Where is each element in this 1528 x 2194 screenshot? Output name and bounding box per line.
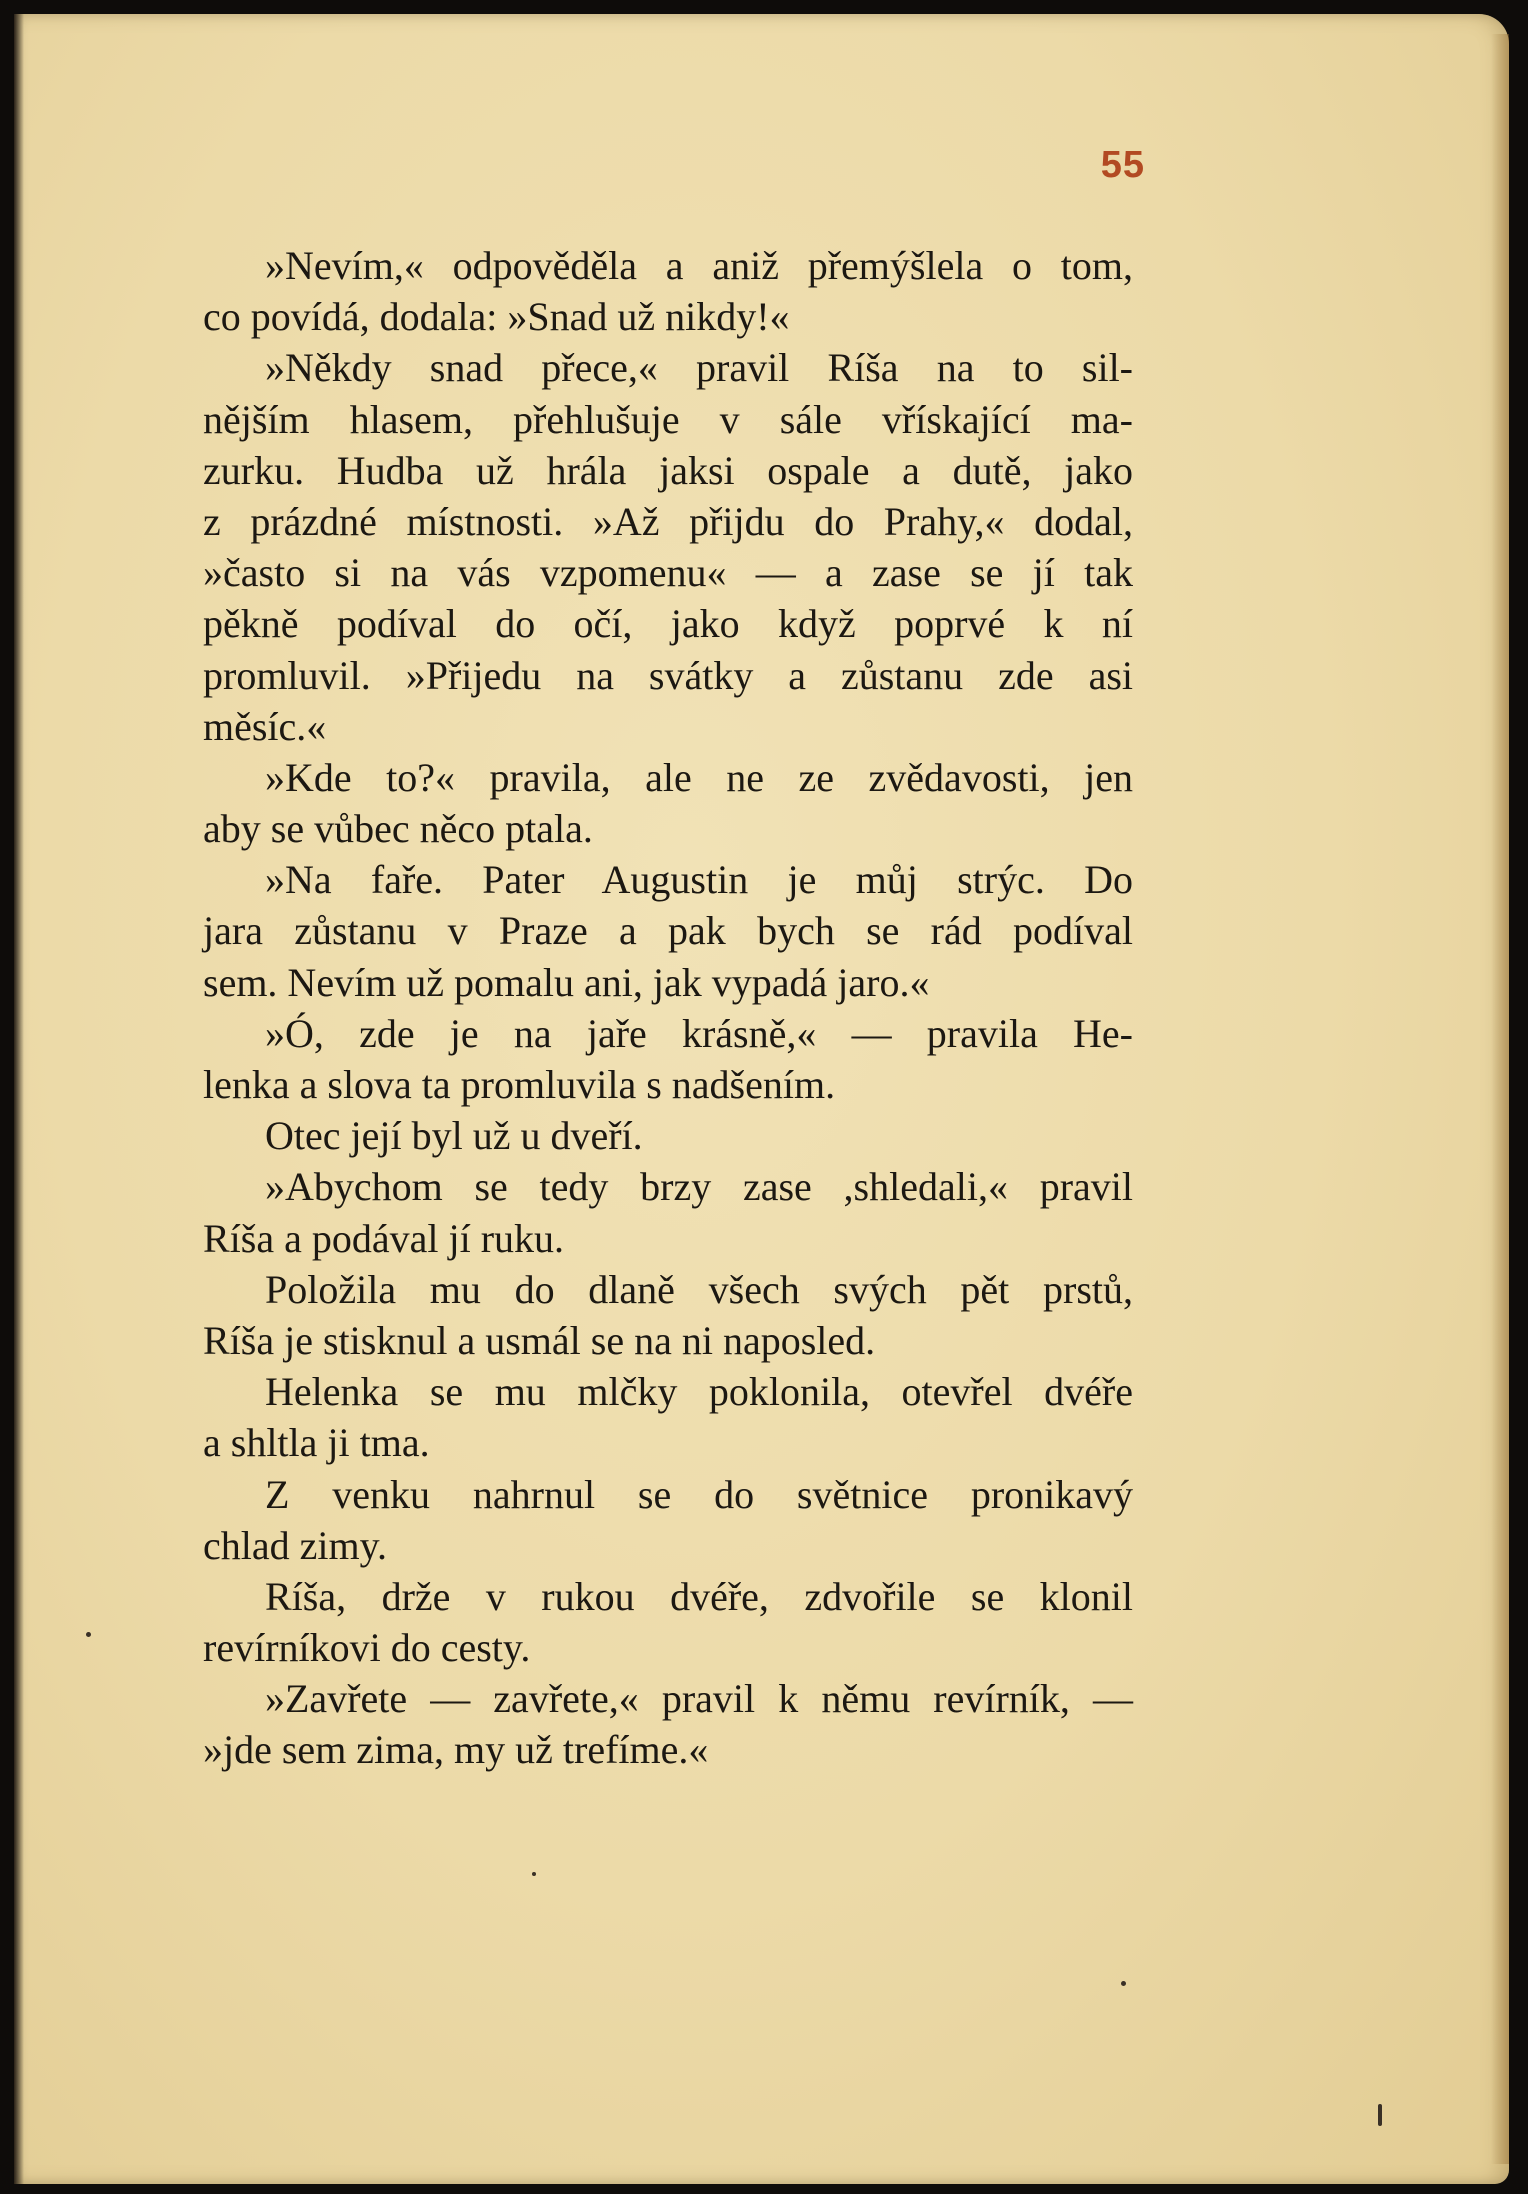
text-line: Ríša, drže v rukou dvéře, zdvořile se klonil <box>265 1573 1133 1619</box>
text-line: Helenka se mu mlčky poklonila, otevřel dvéře <box>265 1369 1133 1415</box>
text-line: co povídá, dodala: »Snad už nikdy!« <box>203 294 790 340</box>
text-line: Otec její byl už u dveří. <box>265 1113 643 1159</box>
text-line: zurku. Hudba už hrála jaksi ospale a dutě, jako <box>203 447 1133 493</box>
text-line: a shltla ji tma. <box>203 1420 430 1466</box>
paper-speck <box>86 1632 91 1637</box>
page-fore-edge <box>1491 34 1509 2164</box>
text-line: Ríša a podával jí ruku. <box>203 1215 565 1261</box>
paper-speck <box>1121 1981 1126 1986</box>
text-line: Ríša je stisknul a usmál se na ni naposled. <box>203 1317 876 1363</box>
text-line: z prázdné místnosti. »Až přijdu do Prahy,« dodal, <box>203 498 1133 544</box>
text-line: Položila mu do dlaně všech svých pět prstů, <box>265 1266 1133 1312</box>
text-line: jara zůstanu v Praze a pak bych se rád podíval <box>203 908 1133 954</box>
paper-speck <box>1378 2104 1382 2126</box>
text-line: »Kde to?« pravila, ale ne ze zvědavosti, jen <box>265 754 1133 800</box>
text-line: »Někdy snad přece,« pravil Ríša na to sil- <box>265 345 1133 391</box>
text-line: sem. Nevím už pomalu ani, jak vypadá jaro.« <box>203 959 930 1005</box>
book-page <box>14 14 1509 2184</box>
text-line: »jde sem zima, my už trefíme.« <box>203 1727 709 1773</box>
body-text <box>203 240 1133 1776</box>
text-line: »Abychom se tedy brzy zase ,shledali,« pravil <box>265 1164 1133 1210</box>
text-line: měsíc.« <box>203 703 327 749</box>
text-line: »Na faře. Pater Augustin je můj strýc. Do <box>265 857 1133 903</box>
page-binding-edge <box>14 14 24 2184</box>
text-line: lenka a slova ta promluvila s nadšením. <box>203 1062 836 1107</box>
text-line: promluvil. »Přijedu na svátky a zůstanu zde asi <box>203 652 1133 698</box>
text-line: pěkně podíval do očí, jako když poprvé k ní <box>203 601 1133 647</box>
paper-speck <box>532 1872 536 1876</box>
text-line: »Zavřete — zavřete,« pravil k němu revírník, — <box>265 1676 1133 1722</box>
text-line: »často si na vás vzpomenu« — a zase se jí tak <box>203 550 1133 596</box>
text-line: nějším hlasem, přehlušuje v sále vřískající ma- <box>203 396 1133 442</box>
text-line: »Ó, zde je na jaře krásně,« — pravila He- <box>265 1010 1133 1056</box>
text-line: aby se vůbec něco ptala. <box>203 806 593 852</box>
text-line: chlad zimy. <box>203 1522 388 1568</box>
page-number: 55 <box>1100 144 1145 186</box>
text-line: Z venku nahrnul se do světnice pronikavý <box>265 1471 1133 1517</box>
text-line: revírníkovi do cesty. <box>203 1625 531 1671</box>
text-line: »Nevím,« odpověděla a aniž přemýšlela o tom, <box>265 243 1133 288</box>
